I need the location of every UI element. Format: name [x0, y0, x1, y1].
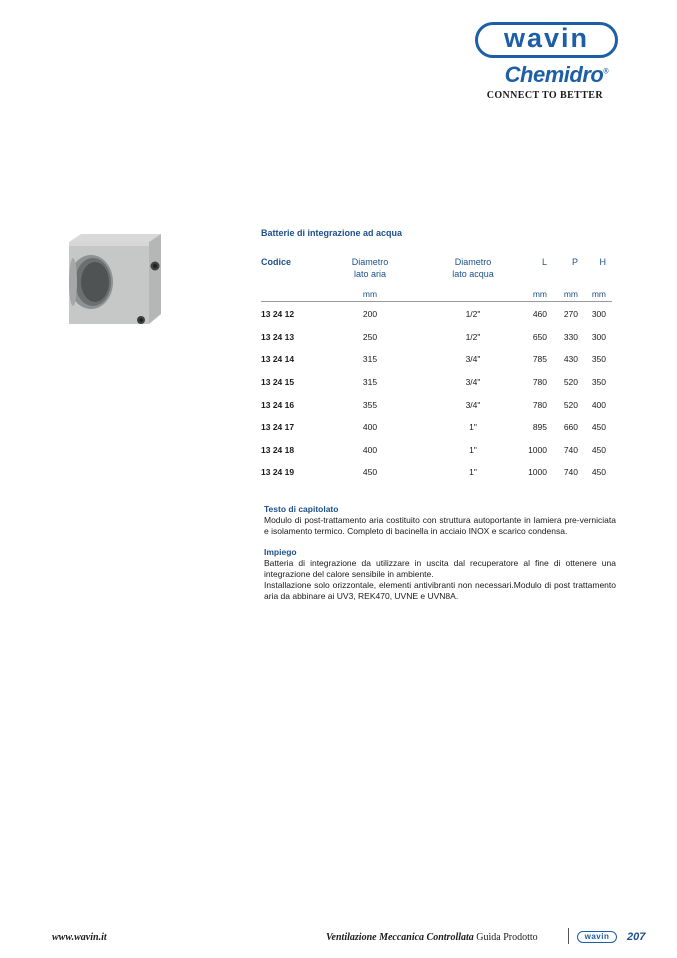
chemidro-logo-text: Chemidro: [504, 62, 604, 87]
cell-P: 430: [563, 354, 578, 364]
cell-code: 13 24 13: [261, 332, 295, 342]
cell-water: 1": [469, 445, 477, 455]
table-row: [0, 332, 677, 344]
footer-wavin-logo: [577, 931, 617, 943]
chemidro-logo: [498, 62, 608, 88]
cell-P: 330: [563, 332, 578, 342]
cell-water: 3/4": [465, 354, 481, 364]
footer-url[interactable]: www.wavin.it: [52, 932, 107, 943]
header-code: Codice: [261, 257, 292, 267]
footer-title-rest: Guida Prodotto: [476, 932, 538, 943]
cell-air: 315: [362, 354, 378, 364]
cell-air: 355: [362, 400, 378, 410]
cell-H: 350: [591, 377, 606, 387]
cell-H: 400: [591, 400, 606, 410]
wavin-logo: [475, 22, 618, 58]
cell-H: 300: [591, 332, 606, 342]
cell-H: 350: [591, 354, 606, 364]
unit-air: mm: [362, 289, 378, 299]
tagline: CONNECT TO BETTER: [486, 90, 603, 101]
footer-separator: [568, 928, 569, 944]
table-divider: [261, 301, 612, 302]
section-title: Batterie di integrazione ad acqua: [261, 228, 403, 238]
header-water-line1: Diametro: [454, 257, 492, 267]
cell-code: 13 24 18: [261, 445, 295, 455]
cell-P: 520: [563, 377, 578, 387]
cell-H: 300: [591, 309, 606, 319]
cell-code: 13 24 19: [261, 467, 295, 477]
cell-L: 780: [532, 377, 547, 387]
cell-H: 450: [591, 467, 606, 477]
cell-air: 400: [362, 422, 378, 432]
header-water-diameter: [448, 256, 498, 280]
cell-L: 650: [532, 332, 547, 342]
table-row: [0, 445, 677, 457]
table-row: [0, 377, 677, 389]
cell-code: 13 24 14: [261, 354, 295, 364]
page-number: 207: [627, 931, 646, 943]
cell-H: 450: [591, 422, 606, 432]
table-row: [0, 354, 677, 366]
cell-air: 450: [362, 467, 378, 477]
table-row: [0, 467, 677, 479]
cell-P: 270: [563, 309, 578, 319]
cell-P: 740: [563, 445, 578, 455]
cell-code: 13 24 17: [261, 422, 295, 432]
unit-P: mm: [563, 289, 578, 299]
unit-L: mm: [532, 289, 547, 299]
usage-text: Batteria di integrazione da utilizzare in uscita dal recuperatore al fine di ottenere una integrazione del calore sensibile in ambiente.: [264, 558, 616, 579]
usage-title: Impiego: [264, 547, 297, 557]
cell-water: 3/4": [465, 400, 481, 410]
cell-P: 520: [563, 400, 578, 410]
header-air-line2: lato aria: [353, 269, 387, 279]
cell-air: 200: [362, 309, 378, 319]
spec-text: Modulo di post-trattamento aria costituito con struttura autoportante in lamiera pre-verniciata e isolamento termico. Completo di bacinella in acciaio INOX e scarico condensa.: [264, 515, 616, 536]
wavin-logo-text: wavin: [503, 23, 590, 53]
cell-L: 785: [532, 354, 547, 364]
footer-title-bold: Ventilazione Meccanica Controllata: [326, 932, 474, 943]
cell-water: 3/4": [465, 377, 481, 387]
cell-L: 1000: [528, 445, 547, 455]
table-row: [0, 422, 677, 434]
footer-title: [326, 932, 538, 943]
cell-code: 13 24 15: [261, 377, 295, 387]
unit-H: mm: [591, 289, 606, 299]
cell-air: 315: [362, 377, 378, 387]
cell-air: 400: [362, 445, 378, 455]
header-H: H: [599, 257, 606, 267]
cell-code: 13 24 12: [261, 309, 295, 319]
header-L: L: [541, 257, 547, 267]
cell-water: 1": [469, 422, 477, 432]
cell-water: 1": [469, 467, 477, 477]
table-row: [0, 400, 677, 412]
registered-mark: ®: [603, 68, 608, 76]
table-row: [0, 309, 677, 321]
cell-H: 450: [591, 445, 606, 455]
footer-logo-text: wavin: [584, 932, 610, 941]
header-water-line2: lato acqua: [452, 269, 494, 279]
cell-air: 250: [362, 332, 378, 342]
header-P: P: [571, 257, 578, 267]
cell-L: 1000: [528, 467, 547, 477]
cell-P: 740: [563, 467, 578, 477]
cell-water: 1/2": [465, 309, 481, 319]
cell-L: 780: [532, 400, 547, 410]
header-air-diameter: [345, 256, 395, 280]
cell-P: 660: [563, 422, 578, 432]
usage-text-2: Installazione solo orizzontale, elementi antivibranti non necessari.Modulo di post trattamento aria da abbinare ai UV3, REK470, UVNE e UVN8A.: [264, 580, 616, 601]
cell-water: 1/2": [465, 332, 481, 342]
spec-title: Testo di capitolato: [264, 504, 339, 514]
cell-code: 13 24 16: [261, 400, 295, 410]
header-air-line1: Diametro: [351, 257, 389, 267]
cell-L: 460: [532, 309, 547, 319]
cell-L: 895: [532, 422, 547, 432]
